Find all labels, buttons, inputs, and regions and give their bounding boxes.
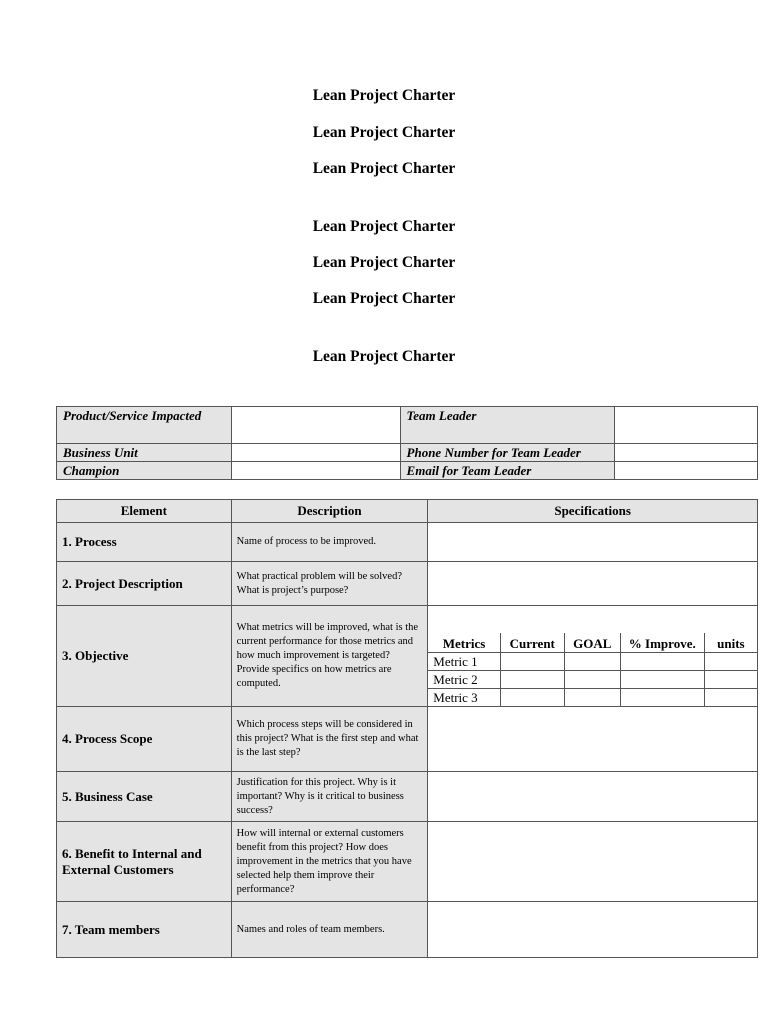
current-field[interactable] (500, 653, 564, 671)
page-title-3: Lean Project Charter (312, 160, 456, 177)
phone-value-field[interactable] (615, 444, 758, 462)
improve-field[interactable] (620, 689, 704, 707)
page-title-5: Lean Project Charter (312, 254, 456, 271)
specification-field[interactable] (428, 822, 758, 902)
product-value-field[interactable] (231, 407, 400, 444)
table-row (57, 523, 758, 562)
metric-label: Metric 2 (428, 671, 500, 689)
element-header: Element (57, 500, 232, 523)
description-cell: Name of process to be improved. (231, 523, 428, 562)
metric-row (428, 653, 757, 671)
page-title-4: Lean Project Charter (312, 218, 456, 235)
element-cell: 5. Business Case (57, 772, 232, 822)
units-field[interactable] (704, 653, 757, 671)
specification-field[interactable] (428, 707, 758, 772)
specification-field[interactable] (428, 772, 758, 822)
page-title-6: Lean Project Charter (312, 290, 456, 307)
team-leader-label: Team Leader (400, 407, 615, 444)
page-title-2: Lean Project Charter (312, 124, 456, 141)
metrics-header: Metrics (428, 633, 500, 653)
email-value-field[interactable] (615, 462, 758, 480)
table-row (57, 562, 758, 606)
element-cell: 3. Objective (57, 606, 232, 707)
metrics-cell (428, 606, 758, 707)
goal-field[interactable] (564, 653, 620, 671)
charter-table (56, 499, 758, 958)
description-header: Description (231, 500, 428, 523)
table-row (57, 902, 758, 958)
description-cell: Names and roles of team members. (231, 902, 428, 958)
business-unit-label: Business Unit (57, 444, 232, 462)
metric-row (428, 671, 757, 689)
specification-field[interactable] (428, 523, 758, 562)
specifications-header: Specifications (428, 500, 758, 523)
description-cell: How will internal or external customers benefit from this project? How does improvement in the metrics that you have selected help them improve their performance? (231, 822, 428, 902)
current-field[interactable] (500, 689, 564, 707)
goal-field[interactable] (564, 671, 620, 689)
element-cell: 1. Process (57, 523, 232, 562)
table-row (57, 707, 758, 772)
element-cell: 7. Team members (57, 902, 232, 958)
specification-field[interactable] (428, 562, 758, 606)
table-row (57, 822, 758, 902)
improve-header: % Improve. (620, 633, 704, 653)
description-cell: What practical problem will be solved? What is project’s purpose? (231, 562, 428, 606)
project-info-table (56, 406, 758, 480)
improve-field[interactable] (620, 671, 704, 689)
product-label: Product/Service Impacted (57, 407, 232, 444)
page-title-1: Lean Project Charter (312, 87, 456, 104)
team-leader-value-field[interactable] (615, 407, 758, 444)
page-title-7: Lean Project Charter (312, 348, 456, 365)
current-header: Current (500, 633, 564, 653)
description-cell: What metrics will be improved, what is the current performance for those metrics and how much improvement is targeted? Provide specifics on how metrics are computed. (231, 606, 428, 707)
description-cell: Justification for this project. Why is it important? Why is it critical to business success? (231, 772, 428, 822)
metric-label: Metric 3 (428, 689, 500, 707)
current-field[interactable] (500, 671, 564, 689)
units-field[interactable] (704, 689, 757, 707)
phone-label: Phone Number for Team Leader (400, 444, 615, 462)
units-header: units (704, 633, 757, 653)
goal-header: GOAL (564, 633, 620, 653)
element-cell: 4. Process Scope (57, 707, 232, 772)
element-cell: 2. Project Description (57, 562, 232, 606)
table-row (57, 606, 758, 707)
description-cell: Which process steps will be considered in this project? What is the first step and what is the last step? (231, 707, 428, 772)
units-field[interactable] (704, 671, 757, 689)
business-unit-value-field[interactable] (231, 444, 400, 462)
improve-field[interactable] (620, 653, 704, 671)
specification-field[interactable] (428, 902, 758, 958)
champion-label: Champion (57, 462, 232, 480)
metric-label: Metric 1 (428, 653, 500, 671)
goal-field[interactable] (564, 689, 620, 707)
element-cell: 6. Benefit to Internal and External Customers (57, 822, 232, 902)
email-label: Email for Team Leader (400, 462, 615, 480)
champion-value-field[interactable] (231, 462, 400, 480)
table-row (57, 772, 758, 822)
metric-row (428, 689, 757, 707)
metrics-table (428, 633, 757, 706)
